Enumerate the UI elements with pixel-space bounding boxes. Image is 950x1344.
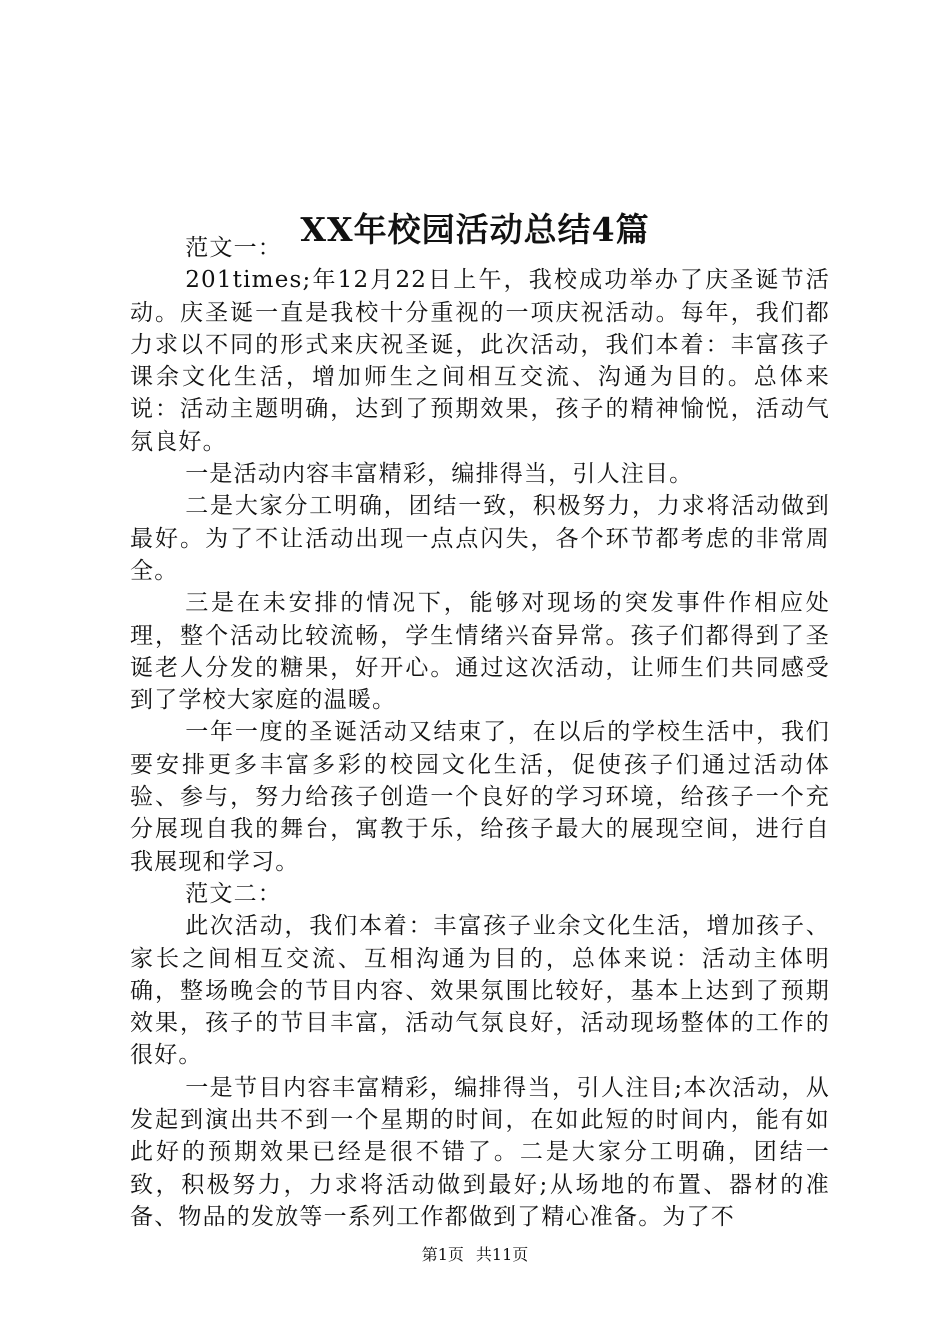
paragraph: 三是在未安排的情况下，能够对现场的突发事件作相应处理，整个活动比较流畅，学生情绪兴奋异常。孩子们都得到了圣诞老人分发的糖果，好开心。通过这次活动，让师生们共同感受到了学校大家庭的温暖。 bbox=[130, 590, 830, 714]
paragraph: 201times;年12月22日上午，我校成功举办了庆圣诞节活动。庆圣诞一直是我校十分重视的一项庆祝活动。每年，我们都力求以不同的形式来庆祝圣诞，此次活动，我们本着：丰富孩子课余文化生活，增加师生之间相互交流、沟通为目的。总体来说：活动主题明确，达到了预期效果，孩子的精神愉悦，活动气氛良好。 bbox=[130, 267, 830, 455]
paragraph: 二是大家分工明确，团结一致，积极努力，力求将活动做到最好。为了不让活动出现一点点闪失，各个环节都考虑的非常周全。 bbox=[130, 493, 830, 584]
document-body bbox=[130, 232, 830, 1233]
page-number: 第1页 bbox=[421, 1245, 464, 1264]
page-total: 共11页 bbox=[475, 1245, 529, 1264]
paragraph: 一是活动内容丰富精彩，编排得当，引人注目。 bbox=[185, 461, 694, 488]
paragraph-heading-2: 范文二： bbox=[185, 880, 282, 907]
paragraph: 此次活动，我们本着：丰富孩子业余文化生活，增加孩子、家长之间相互交流、互相沟通为目的，总体来说：活动主体明确，整场晚会的节目内容、效果氛围比较好，基本上达到了预期效果，孩子的节目丰富，活动气氛良好，活动现场整体的工作的很好。 bbox=[130, 913, 830, 1069]
paragraph: 一年一度的圣诞活动又结束了，在以后的学校生活中，我们要安排更多丰富多彩的校园文化生活，促使孩子们通过活动体验、参与，努力给孩子创造一个良好的学习环境，给孩子一个充分展现自我的舞台，寓教于乐，给孩子最大的展现空间，进行自我展现和学习。 bbox=[130, 719, 830, 875]
document-title: XX年校园活动总结4篇 bbox=[300, 210, 650, 250]
page-footer bbox=[0, 1244, 950, 1266]
paragraph: 一是节目内容丰富精彩，编排得当，引人注目;本次活动，从发起到演出共不到一个星期的时间，在如此短的时间内，能有如此好的预期效果已经是很不错了。二是大家分工明确，团结一致，积极努力，力求将活动做到最好;从场地的布置、器材的准备、物品的发放等一系列工作都做到了精心准备。为了不 bbox=[130, 1074, 830, 1230]
paragraph-heading-1: 范文一： bbox=[185, 235, 282, 261]
